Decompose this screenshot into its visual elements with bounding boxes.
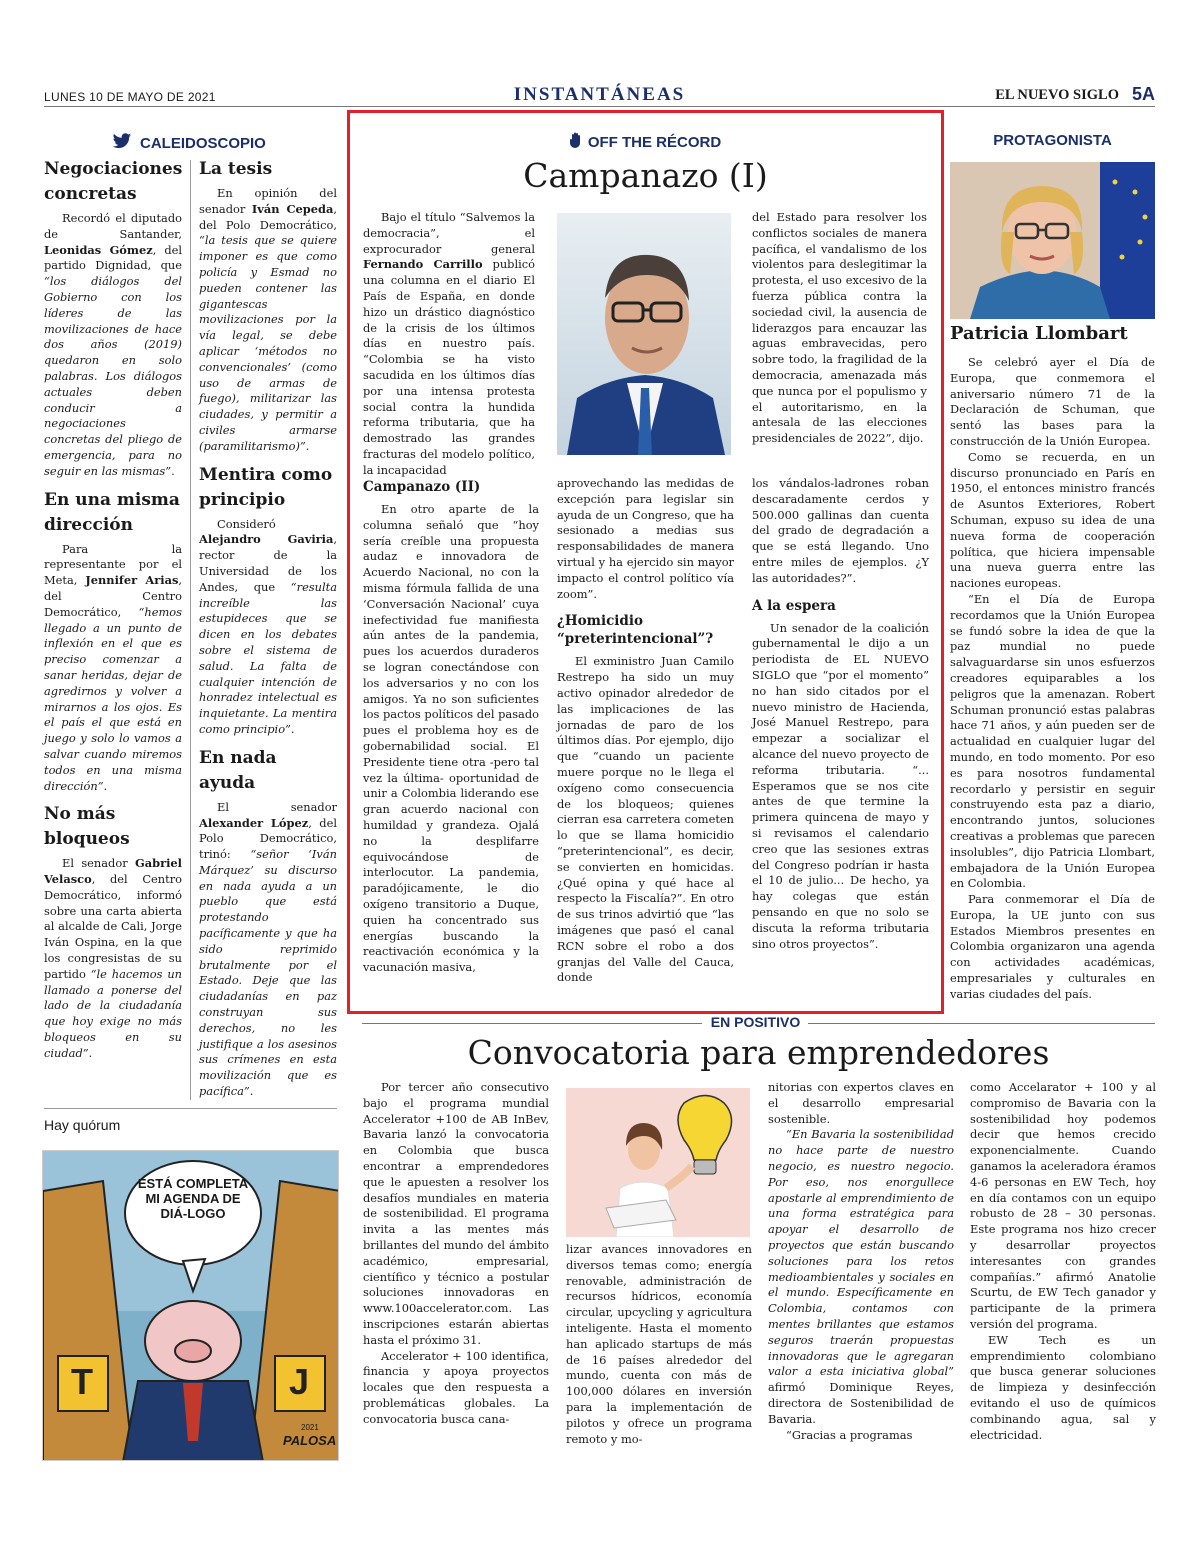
caleidoscopio-kicker — [112, 133, 266, 154]
positivo-quote-text: “En Bavaria la sostenibilidad no hace parte de nuestro negocio, es nuestro negocio. Por eso, nos enorgullece apostarle al emprendimiento de una forma estratégica para apoyar el desarrollo de proyectos que están buscando soluciones para los retos medioambientales y sociales en el mundo. Específicamente en Colombia, contamos con mentes brillantes que estamos seguros traerán propuestas innovadoras que le agregaran valor a esta iniciativa global” — [768, 1127, 954, 1379]
off-record-label: OFF THE RÉCORD — [587, 133, 722, 151]
cartoon-year: 2021 — [301, 1423, 319, 1432]
column-divider — [190, 160, 191, 1100]
caleido-item — [44, 802, 182, 1061]
positivo-paragraph: Accelerator + 100 identifica, financia y apoya proyectos locales que den respuesta a problemáticas globales. La convocatoria busca cana- — [363, 1348, 549, 1426]
off-record-col3-bottom-b: Un senador de la coalición gubernamental le dijo a un periodista de EL NUEVO SIGLO que “por el momento” no han sido citados por el nuevo ministro de Hacienda, José Manuel Restrepo, para empezar a socializar el alcance del nuevo proyecto de reforma tributaria. “... Esperamos que se nos cite antes de que termine la primera quincena de mayo y si revisamos el calendario creo que las sesiones extras del Congreso podrían ir hasta el 10 de julio... De hecho, ya hay colegas que están pensando en que no solo se discuta la reforma tributaria sino otros proyectos”. — [752, 620, 929, 951]
cartoon-illustration — [42, 1150, 339, 1461]
protagonista-paragraph: Para conmemorar el Día de Europa, la UE junto con sus Estados Miembros presentes en Colombia organizaron una agenda con actividades académicas, empresariales y culturales en varias ciudades del país. — [950, 892, 1155, 1001]
positivo-paragraph: EW Tech es un emprendimiento colombiano que busca generar soluciones de limpieza y desinfección evitando el uso de químicos combinando agua, sal y electricidad. — [970, 1332, 1156, 1442]
section-title: INSTANTÁNEAS — [513, 84, 686, 105]
caleido-item — [199, 157, 337, 455]
twitter-bird-icon — [112, 133, 132, 154]
protagonista-paragraph: “En el Día de Europa recordamos que la Unión Europea se fundó sobre la idea de que la paz mundial no puede salvaguardarse sin unos esfuerzos creadores equiparables a los peligros que la amenazan. Robert Schuman pronunció estas palabras hace 71 años, y aún pueden ser de actualidad en cualquier lugar del mundo, en todo momento. Por eso es para nosotros fundamental recordarlo y persistir en seguir construyendo esta paz a diario, encontrando juntos, soluciones creativas a problemas que parecen insolubles”, dijo Patricia Llombart, embajadora de la Unión Europea en Colombia. — [950, 591, 1155, 891]
positivo-quote-attribution: afirmó Dominique Reyes, directora de Sostenibilidad de Bavaria. — [768, 1380, 954, 1426]
positivo-col4 — [970, 1080, 1156, 1443]
cartoon-rule — [44, 1108, 337, 1109]
caleido-item-body: El senador Alexander López, del Polo Democrático, trinó: “señor ‘Iván Márquez’ su discurso en nada ayuda a un pueblo que está protestando pacíficamente y que ha sido reprimido brutalmente por el Estado. Deje que las ciudadanías en paz construyan sus derechos, no les justifique a los asesinos sus crímenes en esta movilización que es pacífica”. — [199, 799, 337, 1099]
header-rule — [44, 106, 1155, 107]
positivo-paragraph: Por tercer año consecutivo bajo el programa mundial Accelerator +100 de AB InBev, Bavaria lanzó la convocatoria en Colombia que busca encontrar a emprendedores que le apuesten a resolver los desafíos mundiales en materia de sostenibilidad. El programa invita a las mentes más brillantes del mundo del ámbito académico, empresarial, científico y técnico a postular soluciones innovadoras en www.100accelerator.com. Las inscripciones estarán abiertas hasta el próximo 31. — [363, 1080, 549, 1347]
caleido-item-title: No más bloqueos — [44, 804, 130, 850]
caleido-item-body: El senador Gabriel Velasco, del Centro Democrático, informó sobre una carta abierta al alcalde de Cali, Jorge Iván Ospina, en la que los congresistas de su partido “le hacemos un llamado a ponerse del lado de la ciudadanía que hoy exige no más bloqueos en su ciudad”. — [44, 856, 182, 1060]
subhead-campanazo-ii: Campanazo (II) — [363, 479, 481, 495]
caleido-item — [199, 746, 337, 1100]
caleido-item-body: Recordó el diputado de Santander, Leonidas Gómez, del partido Dignidad, que “los diálogos del Gobierno con los líderes de las movilizaciones de hace dos años (2019) quedaron en solo palabras. Los diálogos actuales deben conducir a negociaciones concretas del pliego de emergencia, para no seguir en las mismas”. — [44, 211, 183, 478]
positivo-kicker: EN POSITIVO — [710, 1014, 801, 1030]
protagonista-name: Patricia Llombart — [950, 323, 1128, 344]
hand-icon — [570, 132, 582, 152]
caleido-item-title: En nada ayuda — [199, 747, 277, 793]
cartoon-letter-j: J — [289, 1361, 310, 1402]
protagonista-paragraph: Se celebró ayer el Día de Europa, que conmemora el aniversario número 71 de la Declaración de Schuman, que sentó las bases para la construcción de la Unión Europea. — [950, 355, 1155, 448]
off-record-col1-top: Bajo el título “Salvemos la democracia”, el exprocurador general Fernando Carrillo publicó una columna en el diario El País de España, en donde hizo un drástico diagnóstico de la crisis de los últimos días en nuestro país. “Colombia se ha visto sacudida en los últimos días por una intensa protesta social contra la hundida reforma tributaria, que ha demostrado las grandes fracturas del modelo político, la incapacidad — [363, 210, 535, 477]
off-record-title: Campanazo (I) — [523, 156, 768, 195]
cartoon-title: Hay quórum — [44, 1117, 121, 1133]
caleido-item-body: En opinión del senador Iván Cepeda, del Polo Democrático, “la tesis que se quiere imponer es que como policía y Esmad no pueden contener las gigantescas movilizaciones por la vía legal, se debe aplicar ‘métodos no convencionales’ (como uso de armas de fuego), militarizar las ciudades, y permitir a civiles armarse (paramilitarismo)”. — [199, 186, 337, 453]
carrillo-photo — [557, 213, 731, 455]
off-record-col3-bottom — [752, 476, 929, 952]
protagonista-body — [950, 355, 1155, 1003]
cartoon-speech: ESTÁ COMPLETA MI AGENDA DE DIÁ-LOGO — [137, 1176, 249, 1221]
positivo-col3-d: “Gracias a programas — [786, 1427, 913, 1442]
off-record-col1-bottom-text: En otro aparte de la columna señaló que “hoy sería creíble una propuesta audaz e innovadora de Acuerdo Nacional, no con la misma fórmula fallida de una ‘Conversación Nacional’ cuya inefectividad fue manifiesta aún antes de la pandemia, pues los acuerdos duraderos se logran conectándose con los adversarios y no con los amigos. Ya no son suficientes los pactos políticos del pasado pues el problema hoy es de gobernabilidad social. El Presidente tiene otra -pero tal vez la última- oportunidad de unir a Colombia liderando ese gran acuerdo nacional con humildad y grandeza. Ojalá no la desplifarre equivocándose de interlocutor. La pandemia, paradójicamente, le dio oxígeno transitorio a Duque, quien ha concentrado sus energías buscando la reactivación económica y la vacunación masiva, — [363, 502, 539, 975]
caleido-item-title: Mentira como principio — [199, 464, 333, 510]
caleido-item-title: En una misma dirección — [44, 489, 180, 535]
caleido-item-title: La tesis — [199, 159, 273, 179]
positivo-rule-right — [808, 1023, 1155, 1024]
caleido-item — [44, 157, 182, 480]
positivo-paragraph: como Accelarator + 100 y al compromiso de Bavaria con la sostenibilidad hoy podemos decir que hemos crecido exponencialmente. Cuando ganamos la aceleradora éramos 4-6 personas en EW Tech, hoy en día contamos con un equipo robusto de 28 – 30 personas. Este programa nos hizo crecer y desarrollar proyectos interesantes con grandes compañías.” afirmó Anatolie Scurtu, de EW Tech ganador y participante de la primera versión del programa. — [970, 1080, 1156, 1331]
protagonista-kicker: PROTAGONISTA — [993, 132, 1112, 149]
caleido-item-title: Negociaciones concretas — [44, 159, 183, 204]
caleido-item — [44, 488, 182, 795]
subhead-a-la-espera: A la espera — [752, 597, 836, 614]
positivo-rule-left — [362, 1023, 702, 1024]
caleido-item-body: Para la representante por el Meta, Jennifer Arias, del Centro Democrático, “hemos llegado a un punto de inflexión en el que es preciso comenzar a sanar heridas, dejar de agredirnos y volver a mirarnos a los ojos. Es el país el que está en juego y solo lo vamos a salvar cuando miremos todos en una misma dirección”. — [44, 541, 182, 793]
positivo-col2: lizar avances innovadores en diversos temas como; energía renovable, administración de recursos hídricos, economía circular, upcycling y agricultura inteligente. Hasta el momento han aplicado startups de más de 16 países alrededor del mundo, cuenta con más de 100,000 dólares en inversión para la implementación de pilotos y ofrece un programa remoto y mo- — [566, 1242, 752, 1446]
newspaper-name: EL NUEVO SIGLO — [995, 87, 1119, 103]
positivo-col3-a: nitorias con expertos claves en el desarrollo empresarial sostenible. — [768, 1080, 954, 1126]
off-record-col2-bottom — [557, 476, 734, 986]
positivo-col1 — [363, 1080, 549, 1428]
subhead-homicidio: ¿Homicidio “preterintencional”? — [557, 613, 714, 648]
off-record-col2-bottom-a: aprovechando las medidas de excepción para legislar sin ayuda de un Congreso, que ha sesionado a medias sus responsabilidades de manera virtual y ha ejercido sin mayor impacto el control político vía zoom”. — [557, 476, 734, 601]
positivo-title: Convocatoria para emprendedores — [467, 1033, 1050, 1072]
positivo-col3 — [768, 1080, 954, 1443]
positivo-quote — [768, 1127, 954, 1427]
off-record-col1-bottom — [363, 478, 539, 976]
off-record-col3-bottom-a: los vándalos-ladrones roban descaradamente cerdos y 500.000 gallinas dan cuenta del grado de degradación a que se está llegando. Uno entre miles de ejemplos. ¿Y las autoridades?”. — [752, 476, 929, 585]
caleido-col-2 — [199, 157, 337, 1100]
protagonista-paragraph: Como se recuerda, en un discurso pronunciado en París en 1950, el entonces ministro francés de Asuntos Exteriores, Robert Schuman, expuso su idea de una nueva forma de cooperación política, que hiciera impensable una nueva guerra entre las naciones europeas. — [950, 449, 1155, 591]
off-record-col2-bottom-b: El exministro Juan Camilo Restrepo ha sido un muy activo opinador alrededor de las implicaciones de las jornadas de paro de los últimos días. Por ejemplo, dijo que “cuando un paciente muere porque no le llega el oxígeno como consecuencia de los bloqueos; quienes cierran esa carretera cometen lo que se llama homicidio “preterintencional”, es decir, se convierten en homicidas. ¿Qué opina y qué hace al respecto la Fiscalía?”. En otro de sus trinos advirtió que “las imágenes que pasó el canal RCN sobre el robo a dos granjas del Valle del Cauca, donde — [557, 654, 734, 985]
caleidoscopio-label: CALEIDOSCOPIO — [140, 135, 266, 152]
cartoon-signature: PALOSA — [283, 1433, 337, 1448]
page-number: 5A — [1131, 84, 1155, 104]
cartoon-letter-t: T — [71, 1361, 93, 1402]
caleido-item-body: Consideró Alejandro Gaviria, rector de la Universidad de los Andes, que “resulta increíble las estupideces que se dicen en los debates sobre el sistema de salud. La falta de cualquier intención de honradez intelectual es inquietante. La mentira como principio”. — [199, 516, 337, 736]
off-record-col3-top: del Estado para resolver los conflictos sociales de manera pacífica, el vandalismo de los violentos para deslegitimar la protesta, el uso excesivo de la fuerza pública contra la sociedad civil, la ausencia de liderazgos para encauzar las aguas embravecidas, pero sobre todo, la fragilidad de la democracia, amenazada más que nunca por el populismo y el autoritarismo, en la antesala de las elecciones presidenciales de 2022”, dijo. — [752, 210, 927, 446]
entrepreneur-photo — [566, 1088, 750, 1237]
caleido-col-1 — [44, 157, 182, 1062]
caleido-item — [199, 463, 337, 738]
issue-date: LUNES 10 DE MAYO DE 2021 — [44, 90, 216, 104]
off-record-kicker — [347, 132, 944, 152]
llombart-photo — [950, 162, 1155, 319]
